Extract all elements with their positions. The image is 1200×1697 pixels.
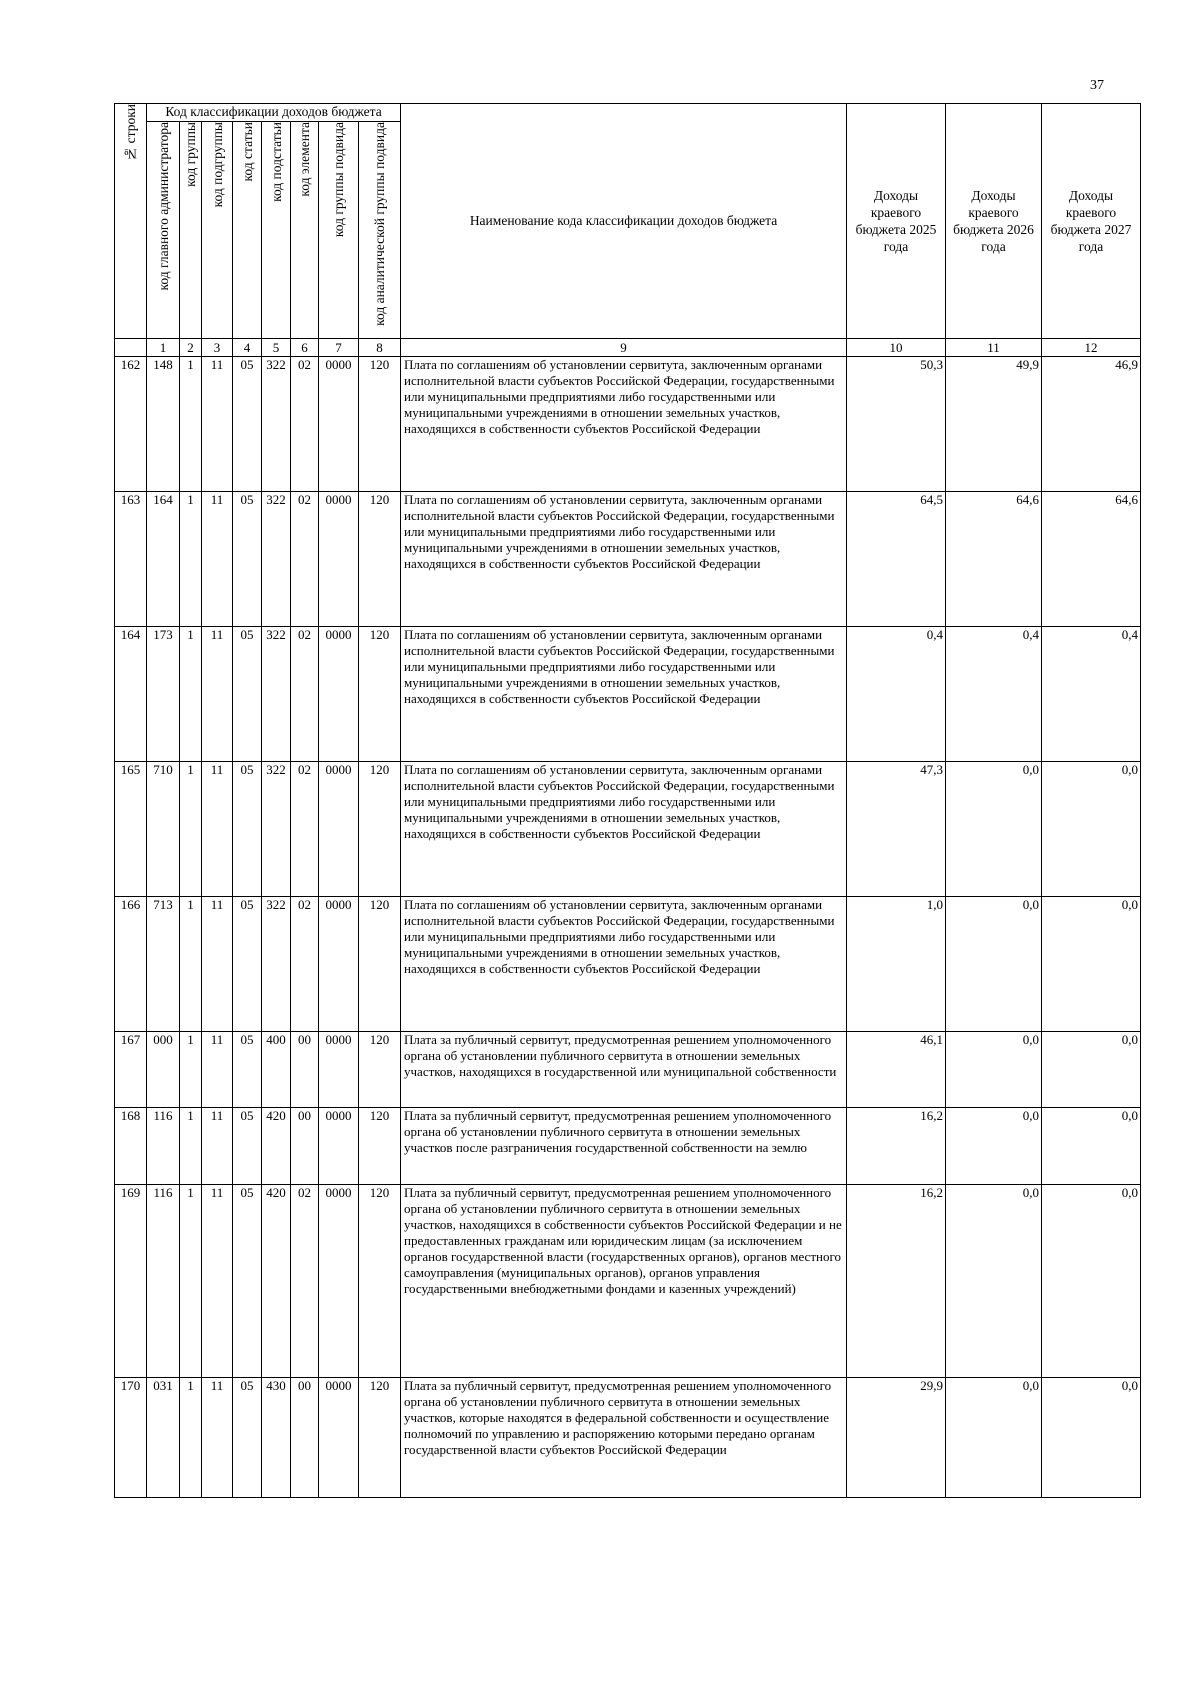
element-code: 00 — [291, 1378, 319, 1498]
table-row — [115, 762, 1141, 897]
group-code: 1 — [180, 897, 202, 1032]
income-2025: 0,4 — [847, 627, 946, 762]
income-name: Плата по соглашениям об установлении сервитута, заключенным органами исполнительной власти субъектов Российской Федерации, государственными или муниципальными предприятиями либо государственными или муниципальными учреждениями в отношении земельных участков, находящихся в собственности субъектов Российской Федерации — [401, 897, 847, 1032]
subgroup-code: 11 — [202, 897, 233, 1032]
column-number: 8 — [359, 339, 401, 357]
analytic-code: 120 — [359, 357, 401, 492]
col-header-element-code: код элемента — [291, 122, 319, 339]
table-row — [115, 1108, 1141, 1185]
table-row — [115, 492, 1141, 627]
analytic-code: 120 — [359, 762, 401, 897]
admin-code: 116 — [147, 1108, 180, 1185]
col-header-name: Наименование кода классификации доходов бюджета — [401, 104, 847, 339]
income-2025: 1,0 — [847, 897, 946, 1032]
subarticle-code: 322 — [262, 762, 291, 897]
group-code: 1 — [180, 627, 202, 762]
subarticle-code: 322 — [262, 357, 291, 492]
income-name: Плата по соглашениям об установлении сервитута, заключенным органами исполнительной власти субъектов Российской Федерации, государственными или муниципальными предприятиями либо государственными или муниципальными учреждениями в отношении земельных участков, находящихся в собственности субъектов Российской Федерации — [401, 627, 847, 762]
col-header-subtype-group-code: код группы подвида — [319, 122, 359, 339]
subtype-group-code: 0000 — [319, 1378, 359, 1498]
income-name: Плата за публичный сервитут, предусмотренная решением уполномоченного органа об установлении публичного сервитута в отношении земельных участков, находящихся в собственности субъектов Российской Федерации и не предоставленных гражданам или юридическим лицам (за исключением органов государственной власти (государственных органов), органов местного самоуправления (муниципальных органов), органов управления государственными внебюджетными фондами и казенных учреждений) — [401, 1185, 847, 1378]
table-row — [115, 897, 1141, 1032]
element-code: 02 — [291, 1185, 319, 1378]
income-2027: 0,0 — [1042, 1108, 1141, 1185]
column-number: 1 — [147, 339, 180, 357]
income-2026: 0,0 — [946, 1185, 1042, 1378]
subgroup-code: 11 — [202, 1108, 233, 1185]
subtype-group-code: 0000 — [319, 1108, 359, 1185]
element-code: 02 — [291, 897, 319, 1032]
column-number: 5 — [262, 339, 291, 357]
income-table — [114, 103, 1141, 1498]
col-header-subgroup-code: код подгруппы — [202, 122, 233, 339]
analytic-code: 120 — [359, 1185, 401, 1378]
income-2026: 0,0 — [946, 1378, 1042, 1498]
group-code: 1 — [180, 1032, 202, 1108]
income-name: Плата по соглашениям об установлении сервитута, заключенным органами исполнительной власти субъектов Российской Федерации, государственными или муниципальными предприятиями либо государственными или муниципальными учреждениями в отношении земельных участков, находящихся в собственности субъектов Российской Федерации — [401, 357, 847, 492]
subarticle-code: 322 — [262, 897, 291, 1032]
column-number-row — [115, 339, 1141, 357]
subarticle-code: 400 — [262, 1032, 291, 1108]
row-number: 165 — [115, 762, 147, 897]
income-2026: 0,0 — [946, 762, 1042, 897]
column-number: 12 — [1042, 339, 1141, 357]
income-2026: 0,0 — [946, 1108, 1042, 1185]
income-name: Плата за публичный сервитут, предусмотренная решением уполномоченного органа об установлении публичного сервитута в отношении земельных участков после разграничения государственной собственности на землю — [401, 1108, 847, 1185]
row-number: 163 — [115, 492, 147, 627]
income-name: Плата за публичный сервитут, предусмотренная решением уполномоченного органа об установлении публичного сервитута в отношении земельных участков, находящихся в государственной или муниципальной собственности — [401, 1032, 847, 1108]
column-number: 3 — [202, 339, 233, 357]
table-row — [115, 1378, 1141, 1498]
subarticle-code: 420 — [262, 1185, 291, 1378]
income-2026: 0,0 — [946, 897, 1042, 1032]
column-number: 4 — [233, 339, 262, 357]
page-number: 37 — [1090, 78, 1104, 93]
column-number: 7 — [319, 339, 359, 357]
column-number: 10 — [847, 339, 946, 357]
row-number: 170 — [115, 1378, 147, 1498]
table-row — [115, 1185, 1141, 1378]
income-2026: 64,6 — [946, 492, 1042, 627]
admin-code: 000 — [147, 1032, 180, 1108]
analytic-code: 120 — [359, 897, 401, 1032]
subgroup-code: 11 — [202, 1185, 233, 1378]
income-2027: 46,9 — [1042, 357, 1141, 492]
column-number — [115, 339, 147, 357]
group-code: 1 — [180, 357, 202, 492]
element-code: 02 — [291, 357, 319, 492]
subarticle-code: 420 — [262, 1108, 291, 1185]
element-code: 00 — [291, 1108, 319, 1185]
article-code: 05 — [233, 357, 262, 492]
income-2026: 0,0 — [946, 1032, 1042, 1108]
col-header-group-code: код группы — [180, 122, 202, 339]
article-code: 05 — [233, 1032, 262, 1108]
admin-code: 031 — [147, 1378, 180, 1498]
col-header-analytic-code: код аналитической группы подвида — [359, 122, 401, 339]
subtype-group-code: 0000 — [319, 897, 359, 1032]
analytic-code: 120 — [359, 627, 401, 762]
row-number: 162 — [115, 357, 147, 492]
row-number: 167 — [115, 1032, 147, 1108]
income-2025: 16,2 — [847, 1108, 946, 1185]
admin-code: 148 — [147, 357, 180, 492]
admin-code: 173 — [147, 627, 180, 762]
income-2027: 0,0 — [1042, 897, 1141, 1032]
income-2027: 0,4 — [1042, 627, 1141, 762]
subtype-group-code: 0000 — [319, 1185, 359, 1378]
income-2025: 16,2 — [847, 1185, 946, 1378]
element-code: 02 — [291, 627, 319, 762]
column-number: 6 — [291, 339, 319, 357]
subgroup-code: 11 — [202, 1032, 233, 1108]
income-2027: 0,0 — [1042, 762, 1141, 897]
element-code: 02 — [291, 492, 319, 627]
subgroup-code: 11 — [202, 357, 233, 492]
article-code: 05 — [233, 1185, 262, 1378]
col-header-classification: Код классификации доходов бюджета — [147, 104, 401, 122]
col-header-admin-code: код главного администратора — [147, 122, 180, 339]
subtype-group-code: 0000 — [319, 1032, 359, 1108]
col-header-article-code: код статьи — [233, 122, 262, 339]
row-number: 166 — [115, 897, 147, 1032]
subgroup-code: 11 — [202, 627, 233, 762]
col-header-income-2027: Доходы краевого бюджета 2027 года — [1042, 104, 1141, 339]
article-code: 05 — [233, 762, 262, 897]
column-number: 9 — [401, 339, 847, 357]
income-name: Плата за публичный сервитут, предусмотренная решением уполномоченного органа об установлении публичного сервитута в отношении земельных участков, которые находятся в федеральной собственности и осуществление полномочий по управлению и распоряжению которыми передано органам государственной власти субъектов Российской Федерации — [401, 1378, 847, 1498]
group-code: 1 — [180, 1108, 202, 1185]
admin-code: 164 — [147, 492, 180, 627]
column-number: 11 — [946, 339, 1042, 357]
row-number: 168 — [115, 1108, 147, 1185]
subarticle-code: 322 — [262, 492, 291, 627]
income-2027: 0,0 — [1042, 1378, 1141, 1498]
income-2027: 0,0 — [1042, 1185, 1141, 1378]
group-code: 1 — [180, 1378, 202, 1498]
subtype-group-code: 0000 — [319, 357, 359, 492]
income-2025: 50,3 — [847, 357, 946, 492]
group-code: 1 — [180, 762, 202, 897]
income-name: Плата по соглашениям об установлении сервитута, заключенным органами исполнительной власти субъектов Российской Федерации, государственными или муниципальными предприятиями либо государственными или муниципальными учреждениями в отношении земельных участков, находящихся в собственности субъектов Российской Федерации — [401, 492, 847, 627]
income-2026: 0,4 — [946, 627, 1042, 762]
admin-code: 116 — [147, 1185, 180, 1378]
income-2025: 64,5 — [847, 492, 946, 627]
income-2026: 49,9 — [946, 357, 1042, 492]
analytic-code: 120 — [359, 1108, 401, 1185]
group-code: 1 — [180, 492, 202, 627]
row-number: 164 — [115, 627, 147, 762]
subtype-group-code: 0000 — [319, 492, 359, 627]
analytic-code: 120 — [359, 1032, 401, 1108]
col-header-row-no: № строки — [115, 104, 147, 339]
income-2025: 47,3 — [847, 762, 946, 897]
subgroup-code: 11 — [202, 1378, 233, 1498]
col-header-income-2026: Доходы краевого бюджета 2026 года — [946, 104, 1042, 339]
article-code: 05 — [233, 627, 262, 762]
subtype-group-code: 0000 — [319, 627, 359, 762]
column-number: 2 — [180, 339, 202, 357]
admin-code: 713 — [147, 897, 180, 1032]
article-code: 05 — [233, 897, 262, 1032]
subtype-group-code: 0000 — [319, 762, 359, 897]
income-2027: 64,6 — [1042, 492, 1141, 627]
analytic-code: 120 — [359, 1378, 401, 1498]
table-row — [115, 357, 1141, 492]
analytic-code: 120 — [359, 492, 401, 627]
group-code: 1 — [180, 1185, 202, 1378]
row-number: 169 — [115, 1185, 147, 1378]
article-code: 05 — [233, 492, 262, 627]
table-row — [115, 627, 1141, 762]
col-header-income-2025: Доходы краевого бюджета 2025 года — [847, 104, 946, 339]
income-2025: 29,9 — [847, 1378, 946, 1498]
table-row — [115, 1032, 1141, 1108]
admin-code: 710 — [147, 762, 180, 897]
article-code: 05 — [233, 1378, 262, 1498]
article-code: 05 — [233, 1108, 262, 1185]
subgroup-code: 11 — [202, 762, 233, 897]
subarticle-code: 322 — [262, 627, 291, 762]
element-code: 02 — [291, 762, 319, 897]
income-2025: 46,1 — [847, 1032, 946, 1108]
col-header-subarticle-code: код подстатьи — [262, 122, 291, 339]
income-name: Плата по соглашениям об установлении сервитута, заключенным органами исполнительной власти субъектов Российской Федерации, государственными или муниципальными предприятиями либо государственными или муниципальными учреждениями в отношении земельных участков, находящихся в собственности субъектов Российской Федерации — [401, 762, 847, 897]
subgroup-code: 11 — [202, 492, 233, 627]
income-2027: 0,0 — [1042, 1032, 1141, 1108]
element-code: 00 — [291, 1032, 319, 1108]
subarticle-code: 430 — [262, 1378, 291, 1498]
